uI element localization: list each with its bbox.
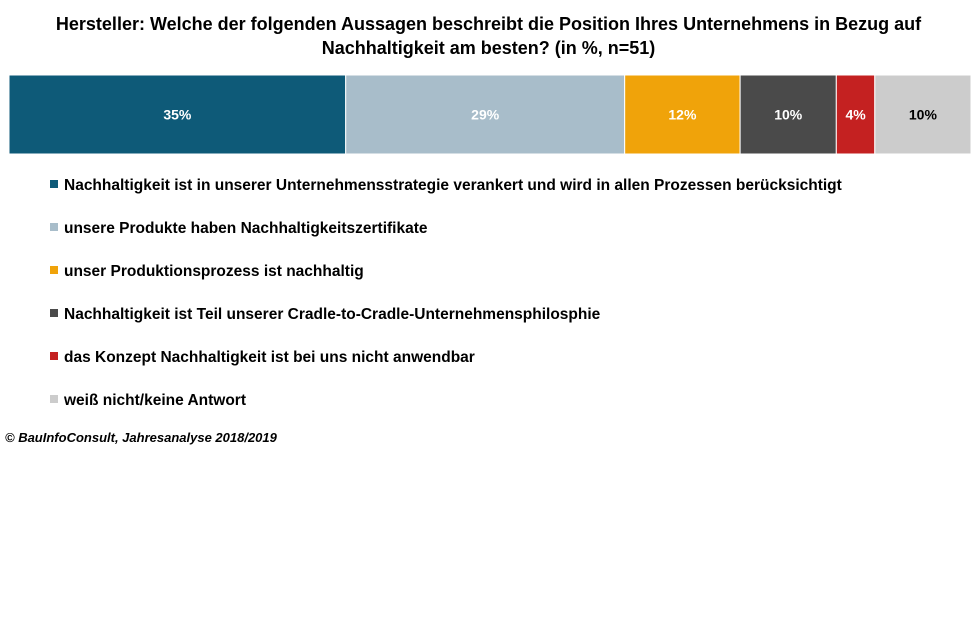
legend-item-6 (50, 391, 246, 411)
legend-item-4 (50, 305, 600, 325)
legend-swatch (50, 223, 58, 231)
legend-label: unsere Produkte haben Nachhaltigkeitszertifikate (64, 220, 428, 237)
legend-swatch (50, 266, 58, 274)
legend-label: das Konzept Nachhaltigkeit ist bei uns nicht anwendbar (64, 349, 475, 366)
legend-swatch (50, 180, 58, 188)
legend-item-3 (50, 262, 364, 282)
legend-label: Nachhaltigkeit ist in unserer Unternehmensstrategie verankert und wird in allen Prozessen berücksichtigt (64, 177, 842, 194)
legend-label: weiß nicht/keine Antwort (64, 392, 246, 409)
legend-item-1 (50, 176, 842, 196)
legend-swatch (50, 352, 58, 360)
legend-label: Nachhaltigkeit ist Teil unserer Cradle-to-Cradle-Unternehmensphilosphie (64, 306, 601, 323)
bar-label-5: 4% (845, 106, 866, 123)
chart-title-line-1: Hersteller: Welche der folgenden Aussagen beschreibt die Position Ihres Unternehmens in Bezug auf (55, 14, 922, 34)
legend-swatch (50, 395, 58, 403)
legend-item-5 (50, 348, 475, 368)
bar-label-6: 10% (908, 106, 937, 123)
bar-label-2: 29% (471, 106, 500, 123)
stacked-bar-chart (0, 0, 977, 170)
bar-label-3: 12% (668, 106, 697, 123)
legend-label: unser Produktionsprozess ist nachhaltig (64, 263, 364, 280)
bar-label-4: 10% (774, 106, 803, 123)
legend-item-2 (50, 219, 428, 239)
chart-title-line-2: Nachhaltigkeit am besten? (in %, n=51) (321, 38, 656, 58)
legend-swatch (50, 309, 58, 317)
bar-label-1: 35% (163, 106, 192, 123)
source-note: © BauInfoConsult, Jahresanalyse 2018/2019 (5, 430, 277, 445)
